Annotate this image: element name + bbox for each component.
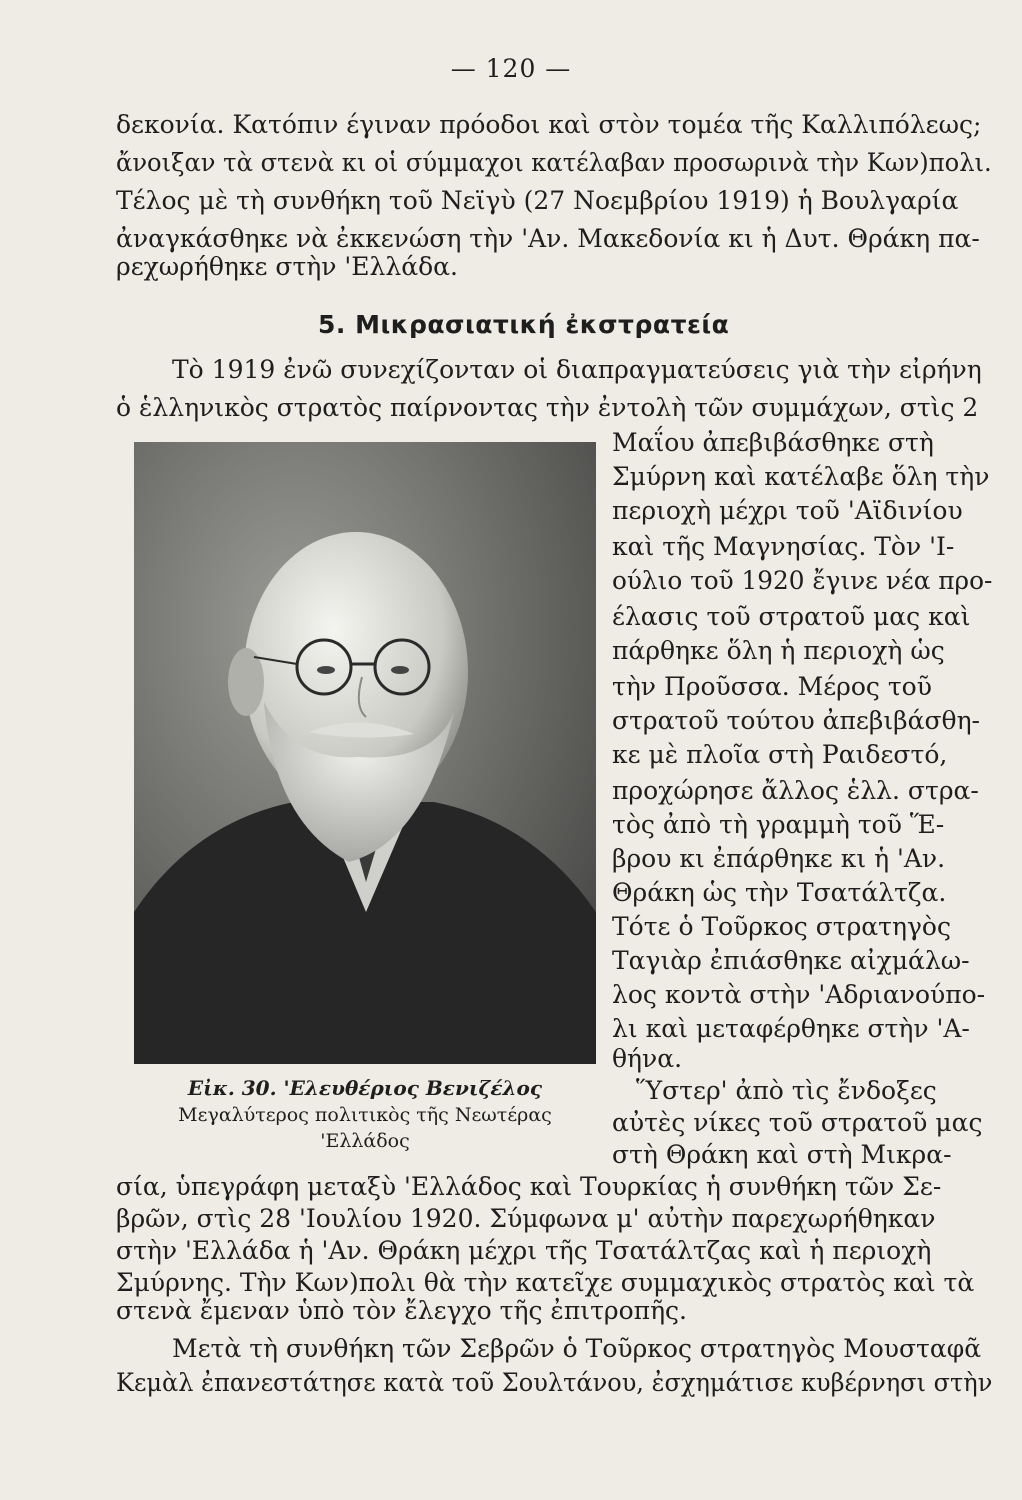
text-line: ὁ ἑλληνικὸς στρατὸς παίρνοντας τὴν ἐντολὴ τῶν συμμάχων, στὶς 2 [116,393,979,422]
text-line: ρεχωρήθηκε στὴν 'Ελλάδα. [116,252,459,281]
section-heading: 5. Μικρασιατική ἐκστρατεία [318,310,730,339]
text-line: Ταγιὰρ ἐπιάσθηκε αἰχμάλω- [612,946,970,975]
text-line: βρου κι ἐπάρθηκε κι ἡ 'Αν. [612,844,946,873]
text-line: περιοχὴ μέχρι τοῦ 'Αϊδινίου [612,496,963,525]
portrait-photo [134,442,596,1064]
text-line: βρῶν, στὶς 28 'Ιουλίου 1920. Σύμφωνα μ' αὐτὴν παρεχωρήθηκαν [116,1204,936,1233]
caption-line: Μεγαλύτερος πολιτικὸς τῆς Νεωτέρας [178,1104,552,1126]
text-line: θήνα. [612,1044,683,1073]
text-line: στρατοῦ τούτου ἀπεβιβάσθη- [612,706,981,735]
portrait-image [134,442,596,1064]
text-line: Τέλος μὲ τὴ συνθήκη τοῦ Νεϊγὺ (27 Νοεμβρίου 1919) ἡ Βουλγαρία [116,186,959,215]
text-line: καὶ τῆς Μαγνησίας. Τὸν 'Ι- [612,532,955,561]
text-line: Θράκη ὡς τὴν Τσατάλτζα. [612,878,947,907]
text-line: στενὰ ἔμεναν ὑπὸ τὸν ἔλεγχο τῆς ἐπιτροπῆς. [116,1296,688,1325]
text-line: σία, ὑπεγράφη μεταξὺ 'Ελλάδος καὶ Τουρκίας ἡ συνθήκη τῶν Σε- [116,1172,942,1201]
text-line: Μαΐου ἀπεβιβάσθηκε στὴ [612,428,934,457]
text-line: λος κοντὰ στὴν 'Αδριανούπο- [612,980,986,1009]
caption-title: Εἰκ. 30. 'Ελευθέριος Βενιζέλος [187,1076,543,1100]
text-line: Μετὰ τὴ συνθήκη τῶν Σεβρῶν ὁ Τοῦρκος στρατηγὸς Μουσταφᾶ [172,1334,982,1363]
text-line: Σμύρνη καὶ κατέλαβε ὅλη τὴν [612,462,990,491]
text-line: ούλιο τοῦ 1920 ἔγινε νέα προ- [612,566,993,595]
text-line: αὐτὲς νίκες τοῦ στρατοῦ μας [612,1108,983,1137]
text-line: στὴ Θράκη καὶ στὴ Μικρα- [612,1140,952,1169]
text-line: Τότε ὁ Τοῦρκος στρατηγὸς [612,912,951,941]
text-line: πάρθηκε ὅλη ἡ περιοχὴ ὡς [612,636,945,665]
text-line: στὴν 'Ελλάδα ἡ 'Αν. Θράκη μέχρι τῆς Τσατάλτζας καὶ ἡ περιοχὴ [116,1236,932,1265]
text-line: τὴν Προῦσσα. Μέρος τοῦ [612,672,932,701]
text-line: Ὕστερ' ἀπὸ τὶς ἔνδοξες [636,1076,937,1105]
text-line: Τὸ 1919 ἐνῶ συνεχίζονταν οἱ διαπραγματεύσεις γιὰ τὴν εἰρήνη [172,355,982,384]
text-line: ἀναγκάσθηκε νὰ ἐκκενώση τὴν 'Αν. Μακεδονία κι ἡ Δυτ. Θράκη πα- [116,224,980,253]
text-line: τὸς ἀπὸ τὴ γραμμὴ τοῦ Ἕ- [612,810,945,839]
text-line: λι καὶ μεταφέρθηκε στὴν 'Α- [612,1014,970,1043]
page-number: — 120 — [450,54,572,83]
text-line: δεκονία. Κατόπιν έγιναν πρόοδοι καὶ στὸν τομέα τῆς Καλλιπόλεως; [116,110,982,139]
text-line: Κεμὰλ ἐπανεστάτησε κατὰ τοῦ Σουλτάνου, ἐσχημάτισε κυβέρνησι στὴν [116,1368,993,1397]
text-line: κε μὲ πλοῖα στὴ Ραιδεστό, [612,740,948,769]
text-line: έλασις τοῦ στρατοῦ μας καὶ [612,602,971,631]
caption-line: 'Ελλάδος [320,1130,410,1152]
text-line: προχώρησε ἄλλος ἑλλ. στρα- [612,776,979,805]
text-line: ἄνοιξαν τὰ στενὰ κι οἱ σύμμαχοι κατέλαβαν προσωρινὰ τὴν Κων)πολι. [116,148,992,177]
text-line: Σμύρνης. Τὴν Κων)πολι θὰ τὴν κατεῖχε συμμαχικὸς στρατὸς καὶ τὰ [116,1268,975,1297]
